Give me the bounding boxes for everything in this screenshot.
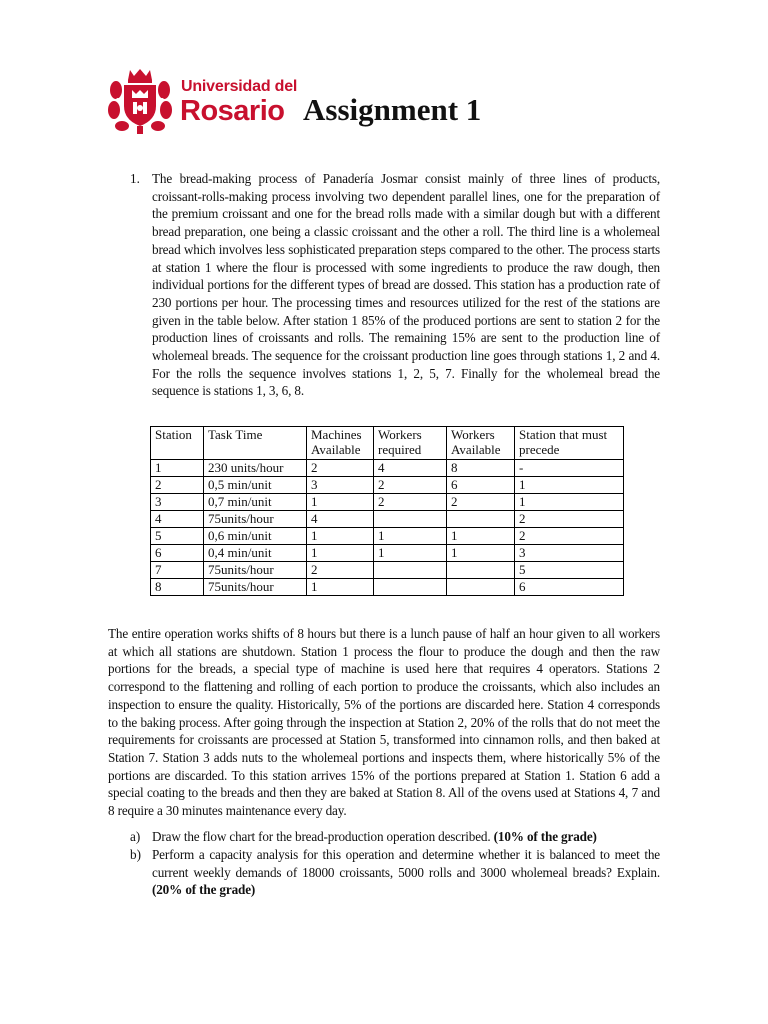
header-workers-required: Workers required (374, 427, 447, 460)
cell-workers-available (447, 562, 515, 579)
cell-station: 4 (151, 511, 204, 528)
subquestion-label: a) (130, 829, 141, 844)
grade-weight: (10% of the grade) (493, 829, 597, 844)
table-row (151, 562, 624, 579)
cell-station: 3 (151, 494, 204, 511)
cell-machines-available: 1 (307, 494, 374, 511)
subquestion-text (152, 846, 660, 899)
cell-workers-available: 1 (447, 528, 515, 545)
cell-station: 7 (151, 562, 204, 579)
cell-precede: 5 (515, 562, 624, 579)
cell-station: 8 (151, 579, 204, 596)
cell-station: 2 (151, 477, 204, 494)
table-header-row (151, 427, 624, 460)
cell-workers-required (374, 511, 447, 528)
header-workers-available: Workers Available (447, 427, 515, 460)
cell-machines-available: 2 (307, 460, 374, 477)
table-row (151, 477, 624, 494)
header-machines-available: Machines Available (307, 427, 374, 460)
table-row (151, 460, 624, 477)
table-row (151, 511, 624, 528)
table-row (151, 528, 624, 545)
cell-machines-available: 1 (307, 545, 374, 562)
question-text: The bread-making process of Panadería Josmar consist mainly of three lines of products, croissant-rolls-making process involving two dependent parallel lines, one for the preparation of the premium croissant and one for the bread rolls made with a similar dough but with a different bread preparation, one being a classic croissant and the other a roll. The third line is a wholemeal bread which involves less sophisticated preparation steps compared to the other. The process starts at station 1 where the flour is processed with some ingredients to produce the raw dough, then individual portions for the different types of bread are dossed. This station has a production rate of 230 portions per hour. The processing times and resources utilized for the rest of the stations are given in the table below. After station 1 85% of the produced portions are sent to station 2 for the production lines of croissants and rolls. The remaining 15% are sent to the production line of wholemeal breads. The sequence for the croissant production line goes through stations 1, 2 and 4. For the rolls the sequence involves stations 1, 2, 5, 7. Finally for the wholemeal bread the sequence is stations 1, 3, 6, 8. (152, 171, 660, 399)
cell-task-time: 75units/hour (204, 511, 307, 528)
cell-task-time: 0,7 min/unit (204, 494, 307, 511)
grade-weight: (20% of the grade) (152, 882, 256, 898)
cell-workers-available: 1 (447, 545, 515, 562)
stations-table-body (151, 460, 624, 596)
cell-task-time: 0,6 min/unit (204, 528, 307, 545)
cell-precede: 1 (515, 477, 624, 494)
cell-workers-available (447, 511, 515, 528)
table-row (151, 545, 624, 562)
cell-workers-available: 6 (447, 477, 515, 494)
page-title: Assignment 1 (303, 92, 482, 127)
subquestion-body: Draw the flow chart for the bread-production operation described. (152, 829, 491, 844)
cell-workers-required: 1 (374, 545, 447, 562)
header-station: Station (151, 427, 204, 460)
table-row (151, 494, 624, 511)
logo-text-rosario: Rosario (180, 95, 285, 127)
cell-workers-required: 4 (374, 460, 447, 477)
header-precede: Station that must precede (515, 427, 624, 460)
cell-workers-available: 2 (447, 494, 515, 511)
cell-workers-available (447, 579, 515, 596)
subquestion-label: b) (130, 847, 141, 862)
cell-precede: 6 (515, 579, 624, 596)
cell-machines-available: 1 (307, 579, 374, 596)
cell-precede: - (515, 460, 624, 477)
cell-task-time: 230 units/hour (204, 460, 307, 477)
cell-precede: 1 (515, 494, 624, 511)
cell-station: 5 (151, 528, 204, 545)
operation-paragraph: The entire operation works shifts of 8 hours but there is a lunch pause of half an hour given to all workers at which all stations are shutdown. Station 1 process the flour to produce the dough and then the raw portions for the breads, a special type of machine is used here that requires 4 operators. Stations 2 correspond to the flattening and rolling of each portion to produce the croissants, which also includes an inspection to ensure the quality. Historically, 5% of the portions are discarded here. Station 4 corresponds to the baking process. After going through the inspection at Station 2, 20% of the rolls that do not meet the requirements for croissants are processed at Station 5, transformed into cinnamon rolls, and then baked at Station 7. Station 3 adds nuts to the wholemeal portions and inspects them, where historically 5% of the portions are discarded. To this station arrives 15% of the portions prepared at Station 1. Station 6 add a special coating to the breads and then they are baked at Station 8. All of the ovens used at Stations 4, 7 and 8 require a 30 minutes maintenance every day. (108, 626, 660, 819)
university-logo (108, 68, 298, 134)
cell-task-time: 0,4 min/unit (204, 545, 307, 562)
cell-precede: 3 (515, 545, 624, 562)
cell-workers-required: 1 (374, 528, 447, 545)
header-task-time: Task Time (204, 427, 307, 460)
crest-icon (108, 68, 172, 134)
stations-table (150, 426, 624, 596)
subquestion-body: Perform a capacity analysis for this operation and determine whether it is balanced to meet the current weekly demands of 18000 croissants, 5000 rolls and 3000 wholemeal breads? Explain. (152, 847, 660, 880)
cell-workers-available: 8 (447, 460, 515, 477)
cell-precede: 2 (515, 528, 624, 545)
cell-task-time: 75units/hour (204, 579, 307, 596)
cell-station: 1 (151, 460, 204, 477)
cell-task-time: 0,5 min/unit (204, 477, 307, 494)
cell-workers-required (374, 562, 447, 579)
cell-task-time: 75units/hour (204, 562, 307, 579)
cell-machines-available: 1 (307, 528, 374, 545)
cell-machines-available: 2 (307, 562, 374, 579)
cell-workers-required: 2 (374, 494, 447, 511)
cell-workers-required: 2 (374, 477, 447, 494)
cell-machines-available: 4 (307, 511, 374, 528)
question-number: 1. (130, 171, 140, 186)
subquestion-text (152, 828, 660, 846)
table-row (151, 579, 624, 596)
cell-station: 6 (151, 545, 204, 562)
cell-machines-available: 3 (307, 477, 374, 494)
cell-precede: 2 (515, 511, 624, 528)
logo-text-university: Universidad del (181, 78, 298, 95)
cell-workers-required (374, 579, 447, 596)
